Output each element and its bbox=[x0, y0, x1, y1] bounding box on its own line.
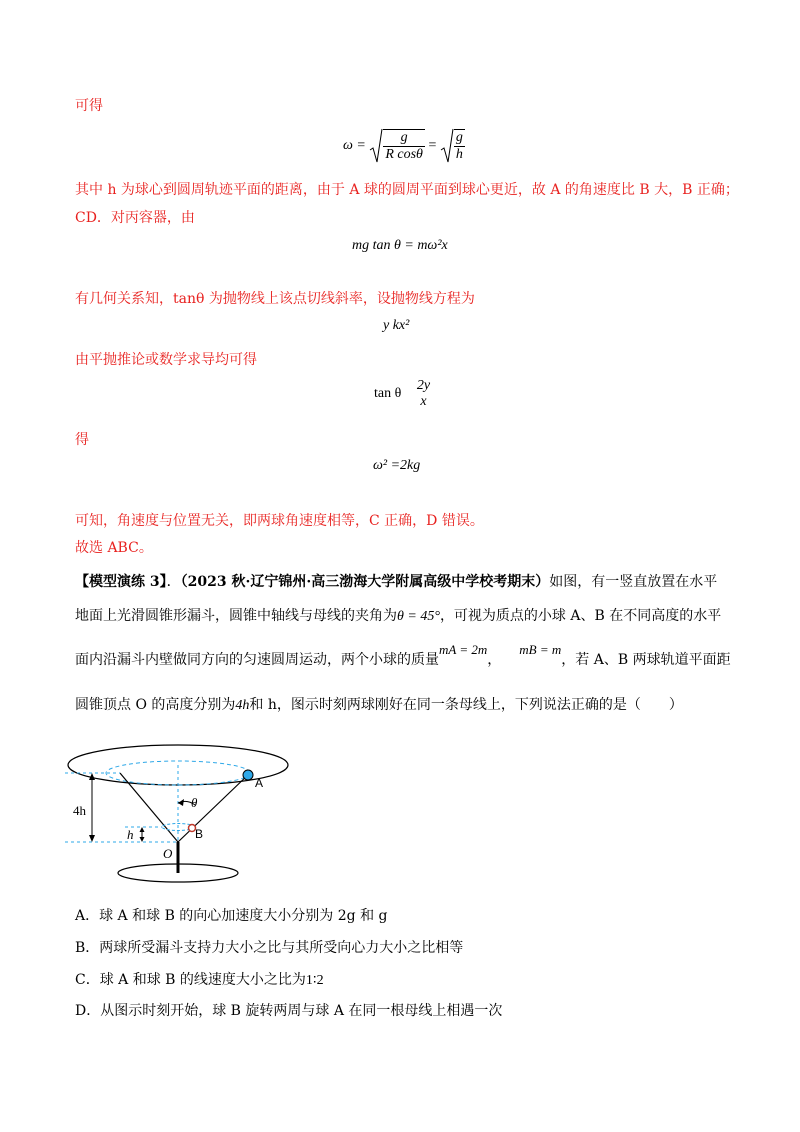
theta-value: θ = 45° bbox=[397, 609, 440, 624]
label-h: h bbox=[127, 827, 134, 842]
eq4-num: 2y bbox=[416, 378, 431, 393]
problem-line-4 bbox=[75, 695, 725, 716]
label-b: B bbox=[195, 827, 204, 841]
arrow-h-top-icon bbox=[140, 827, 145, 832]
mass-a: mA = 2m bbox=[439, 642, 488, 657]
eq1-sqrt-1 bbox=[369, 128, 425, 164]
option-c-text: C．球 A 和球 B 的线速度大小之比为 bbox=[75, 972, 306, 988]
problem-line-2 bbox=[75, 606, 725, 627]
eq4-lhs: tan θ bbox=[374, 386, 402, 402]
problem-text-2a: 地面上光滑圆锥形漏斗，圆锥中轴线与母线的夹角为 bbox=[75, 608, 397, 624]
eq1-num1: g bbox=[383, 130, 425, 147]
problem-text-1: 如图，有一竖直放置在水平 bbox=[549, 574, 718, 590]
option-a[interactable]: A．球 A 和球 B 的向心加速度大小分别为 2g 和 g bbox=[75, 908, 388, 924]
label-o: O bbox=[163, 846, 173, 861]
equation-mg-tan: mg tan θ = mω²x bbox=[352, 238, 448, 253]
ball-a bbox=[243, 770, 253, 780]
label-a: A bbox=[255, 776, 264, 790]
label-theta: θ bbox=[191, 795, 198, 810]
theta-arrow-icon bbox=[178, 799, 184, 806]
arrow-4h-bottom-icon bbox=[89, 835, 95, 842]
problem-tag: 【模型演练 3】 bbox=[75, 574, 167, 590]
height-4h: 4h bbox=[235, 698, 250, 713]
option-d[interactable]: D．从图示时刻开始，球 B 旋转两周与球 A 在同一根母线上相遇一次 bbox=[75, 1003, 503, 1019]
mass-b: mB = m bbox=[519, 642, 562, 657]
cone-funnel-figure bbox=[65, 735, 305, 885]
option-b[interactable]: B．两球所受漏斗支持力大小之比与其所受向心力大小之比相等 bbox=[75, 940, 464, 956]
solution-line-4: 有几何关系知，tanθ 为抛物线上该点切线斜率，设抛物线方程为 bbox=[75, 291, 475, 307]
solution-line-7: 可知，角速度与位置无关，即两球角速度相等，C 正确，D 错误。 bbox=[75, 513, 484, 529]
equation-tan-theta bbox=[374, 378, 432, 410]
solution-line-5: 由平抛推论或数学求导均可得 bbox=[75, 352, 257, 368]
solution-line-3: CD．对丙容器，由 bbox=[75, 210, 195, 226]
option-c-ratio: 1∶2 bbox=[305, 973, 324, 988]
arrow-h-bottom-icon bbox=[140, 837, 145, 842]
equation-omega-sqrt bbox=[343, 128, 465, 164]
option-c[interactable] bbox=[75, 970, 324, 991]
problem-text-2b: ，可视为质点的小球 A、B 在不同高度的水平 bbox=[439, 608, 722, 624]
solution-line-6: 得 bbox=[75, 432, 89, 448]
problem-text-4b: 和 h，图示时刻两球刚好在同一条母线上，下列说法正确的是（ ） bbox=[249, 697, 683, 713]
eq1-lhs: ω = bbox=[343, 138, 366, 154]
eq1-den1: R cosθ bbox=[385, 147, 423, 162]
sqrt-sign-icon bbox=[440, 128, 454, 164]
solution-line-1: 可得 bbox=[75, 98, 103, 114]
sqrt-sign-icon bbox=[369, 128, 383, 164]
problem-sep: ． bbox=[166, 574, 181, 590]
equation-parabola: y kx² bbox=[383, 318, 410, 333]
eq1-den2: h bbox=[455, 147, 463, 162]
eq1-num2: g bbox=[455, 130, 463, 145]
eq4-den: x bbox=[420, 394, 427, 409]
eq1-mid: = bbox=[428, 138, 437, 154]
solution-line-2: 其中 h 为球心到圆周轨迹平面的距离，由于 A 球的圆周平面到球心更近，故 A 的角速度比 B 大，B 正确； bbox=[75, 182, 739, 198]
equation-omega-sq: ω² =2kg bbox=[373, 458, 421, 473]
eq4-frac bbox=[415, 378, 432, 410]
problem-text-3a: 面内沿漏斗内壁做同方向的匀速圆周运动，两个小球的质量 bbox=[75, 652, 439, 668]
eq1-sqrt-2 bbox=[440, 128, 465, 164]
problem-text-4a: 圆锥顶点 O 的高度分别为 bbox=[75, 697, 236, 713]
problem-line-1 bbox=[75, 572, 725, 592]
comma: ， bbox=[487, 652, 502, 668]
label-4h: 4h bbox=[73, 803, 86, 818]
problem-text-3b: ，若 A、B 两球轨道平面距 bbox=[561, 652, 731, 668]
problem-source: （2023 秋·辽宁锦州·高三渤海大学附属高级中学校考期末） bbox=[180, 574, 550, 590]
problem-line-3 bbox=[75, 642, 731, 670]
solution-line-8: 故选 ABC。 bbox=[75, 540, 153, 556]
